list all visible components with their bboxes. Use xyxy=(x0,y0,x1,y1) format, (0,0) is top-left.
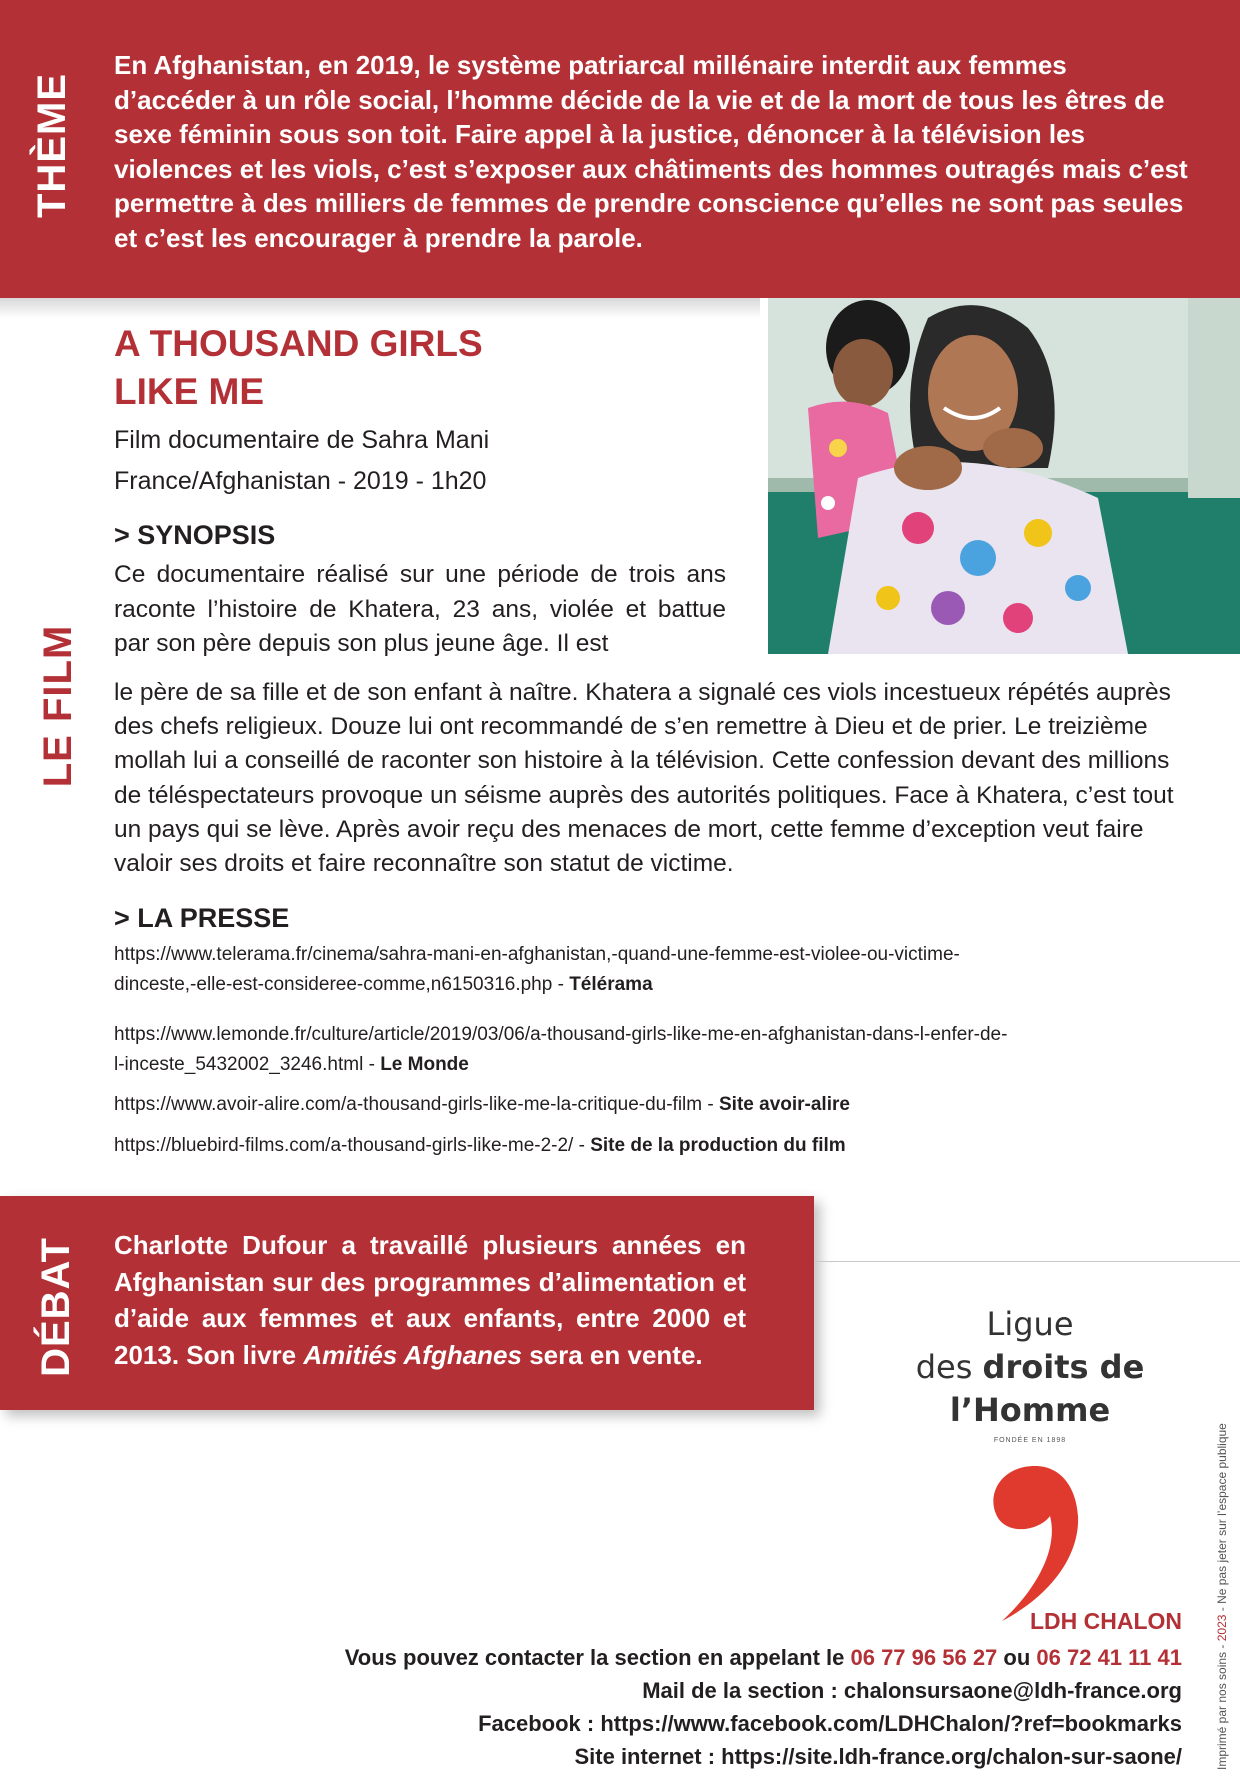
film-photo xyxy=(768,298,1240,654)
film-label: LE FILM xyxy=(36,624,80,788)
divider-shadow xyxy=(0,298,760,318)
press-link-telerama[interactable]: https://www.telerama.fr/cinema/sahra-mani-en-afghanistan,-quand-une-femme-est-violee-ou-victime- dinceste,-elle-est-consideree-comme,n6150316.php xyxy=(114,944,960,995)
press-source: Site de la production du film xyxy=(590,1135,846,1156)
film-title xyxy=(114,320,483,416)
debat-text: Charlotte Dufour a travaillé plusieurs années en Afghanistan sur des programmes d’alimentation et d’aide aux femmes et aux enfants, entre 2000 et 2013. Son livre Amitiés Afghanes sera en vente. xyxy=(114,1230,746,1370)
contact-phone-line: Vous pouvez contacter la section en appelant le 06 77 96 56 27 ou 06 72 41 11 41 xyxy=(344,1645,1182,1670)
theme-label: THÈME xyxy=(30,73,74,218)
synopsis-text-part2: le père de sa fille et de son enfant à naître. Khatera a signalé ces viols incestueux répétés auprès des chefs religieux. Douze lui ont recommandé de s’en remettre à Dieu et de prier. Le treizième mollah lui a conseillé de raconter son histoire à la télévision. Cette confession devant des millions de téléspectateurs provoque un séisme auprès des autorités politiques. Face à Khatera, c’est tout un pays qui se lève. Après avoir reçu des menaces de mort, cette femme d’exception veut faire valoir ses droits et faire reconnaître son statut de victime. xyxy=(114,679,1174,878)
synopsis-text-part1: Ce documentaire réalisé sur une période de trois ans raconte l’histoire de Khatera, 23 ans, violée et battue par son père depuis son plus jeune âge. Il est xyxy=(114,561,726,657)
section-name: LDH CHALON xyxy=(1029,1608,1182,1634)
film-title-line2: LIKE ME xyxy=(114,371,265,412)
contact-mail[interactable]: Mail de la section : chalonsursaone@ldh-france.org xyxy=(642,1678,1182,1703)
press-item: https://www.avoir-alire.com/a-thousand-girls-like-me-la-critique-du-film - Site avoir-alire xyxy=(114,1094,850,1115)
phone-link-1[interactable]: 06 77 96 56 27 xyxy=(850,1645,998,1670)
phone-link-2[interactable]: 06 72 41 11 41 xyxy=(1036,1645,1182,1670)
synopsis-heading: > SYNOPSIS xyxy=(114,520,276,550)
print-notice: Imprimé par nos soins - 2023 - Ne pas jeter sur l’espace publique xyxy=(1215,1423,1229,1770)
fondee-text: FONDÉE EN 1898 xyxy=(993,1437,1067,1444)
book-title: Amitiés Afghanes xyxy=(303,1339,522,1370)
press-source: Télérama xyxy=(569,974,653,995)
ldh-logo-text: Ligue des droits de l’Homme xyxy=(915,1305,1145,1429)
film-info: France/Afghanistan - 2019 - 1h20 xyxy=(114,467,487,495)
theme-text: En Afghanistan, en 2019, le système patriarcal millénaire interdit aux femmes d’accéder à un rôle social, l’homme décide de la vie et de la mort de tous les êtres de sexe féminin sous son toit. Faire appel à la justice, dénoncer à la télévision les violences et les viols, c’est s’exposer aux châtiments des hommes outragés mais c’est permettre à des milliers de femmes de prendre conscience qu’elles ne sont pas seules et c’est les encourager à prendre la parole. xyxy=(114,50,1188,253)
press-source: Site avoir-alire xyxy=(719,1094,850,1115)
film-title-line1: A THOUSAND GIRLS xyxy=(114,323,483,364)
press-source: Le Monde xyxy=(380,1054,469,1075)
press-link-bluebird[interactable]: https://bluebird-films.com/a-thousand-girls-like-me-2-2/ xyxy=(114,1135,574,1156)
ldh-comma-logo-icon xyxy=(980,1456,1090,1626)
press-link-avoir-alire[interactable]: https://www.avoir-alire.com/a-thousand-girls-like-me-la-critique-du-film xyxy=(114,1094,703,1115)
film-meta xyxy=(114,420,489,502)
debat-label: DÉBAT xyxy=(34,1237,78,1377)
photo-mother-child-image xyxy=(768,298,1240,654)
presse-heading: > LA PRESSE xyxy=(114,903,290,933)
contact-facebook[interactable]: Facebook : https://www.facebook.com/LDHChalon/?ref=bookmarks xyxy=(478,1711,1182,1736)
film-director: Film documentaire de Sahra Mani xyxy=(114,426,490,454)
press-item: https://www.lemonde.fr/culture/article/2019/03/06/a-thousand-girls-like-me-en-afghanistan-dans-l-enfer-de- l-inceste_5432002_3246.html - Le Monde xyxy=(114,1024,1008,1075)
press-item: https://www.telerama.fr/cinema/sahra-mani-en-afghanistan,-quand-une-femme-est-violee-ou-victime- dinceste,-elle-est-consideree-comme,n6150316.php - Télérama xyxy=(114,944,960,995)
press-item: https://bluebird-films.com/a-thousand-girls-like-me-2-2/ - Site de la production du film xyxy=(114,1135,846,1156)
press-link-lemonde[interactable]: https://www.lemonde.fr/culture/article/2019/03/06/a-thousand-girls-like-me-en-afghanistan-dans-l-enfer-de- l-inceste_5432002_3246.html xyxy=(114,1024,1008,1075)
divider xyxy=(814,1261,1240,1262)
contact-site[interactable]: Site internet : https://site.ldh-france.org/chalon-sur-saone/ xyxy=(574,1744,1182,1769)
